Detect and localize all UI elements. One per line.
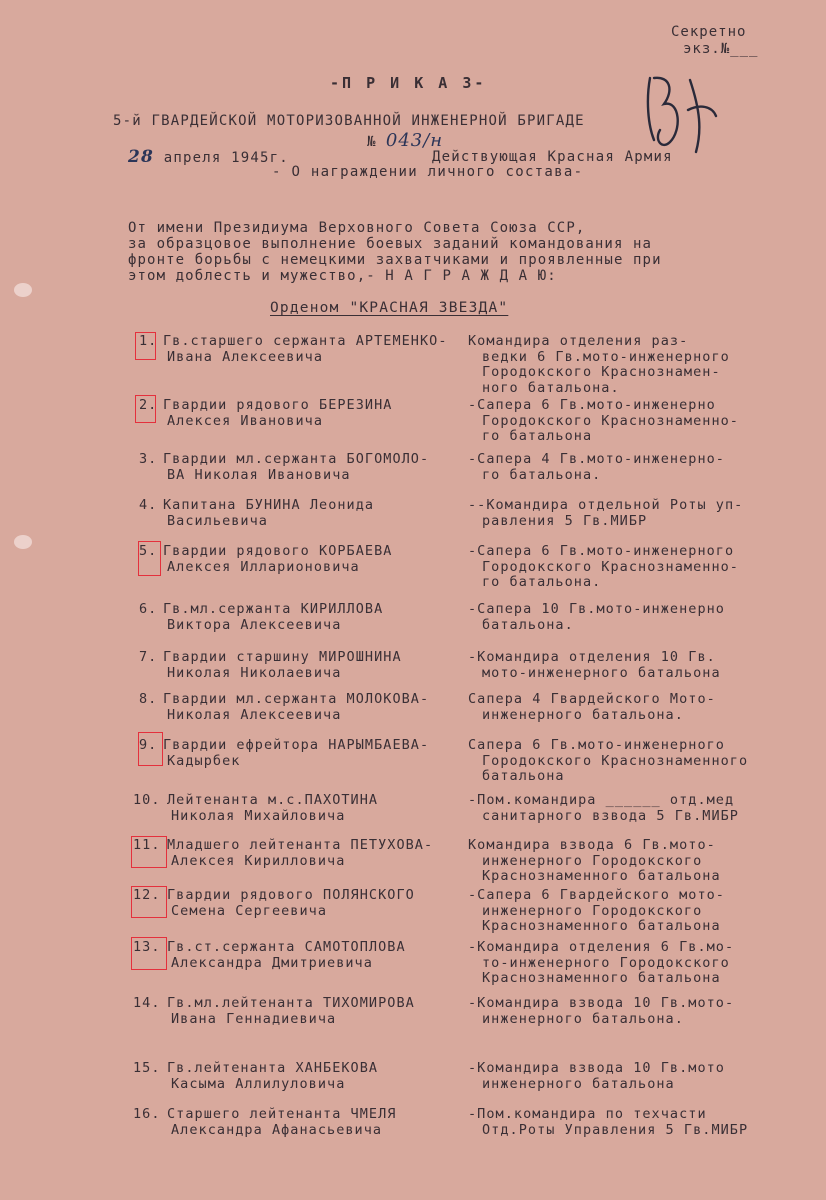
entry-duty — [468, 888, 725, 935]
entry-name-line: Гвардии мл.сержанта БОГОМОЛО- — [163, 451, 430, 467]
entry-duty — [468, 452, 725, 483]
highlight-box-9 — [138, 732, 163, 766]
entry-name-line: Гв.старшего сержанта АРТЕМЕНКО- — [163, 333, 448, 349]
entry-duty-line: -Командира взвода 10 Гв.мото- — [468, 995, 735, 1011]
entry-name-line: Гв.мл.сержанта КИРИЛЛОВА — [163, 601, 384, 617]
punch-hole — [14, 283, 32, 297]
entry-name — [167, 1107, 396, 1138]
order-subject: - О награждении личного состава- — [272, 164, 584, 180]
preamble-line: этом доблесть и мужество,- Н А Г Р А Ж Д А Ю: — [128, 268, 557, 284]
entry-name-line: Ивана Алексеевича — [167, 348, 324, 365]
highlight-box-11 — [131, 836, 167, 868]
entry-duty-line: го батальона. — [482, 574, 602, 590]
entry-duty-line: -Пом.командира ______ отд.мед — [468, 792, 735, 808]
entry-duty-line: го батальона — [482, 428, 593, 444]
entry-duty-line: -Командира отделения 6 Гв.мо- — [468, 939, 735, 955]
entry-duty-line: -Пом.командира по техчасти — [468, 1106, 707, 1122]
entry-duty-line: равления 5 Гв.МИБР — [482, 512, 648, 529]
entry-number: 15. — [133, 1060, 161, 1076]
entry-duty-line: Городокского Краснознаменно- — [482, 412, 739, 429]
document-title: -П Р И К А З- — [330, 74, 487, 92]
entry-name — [163, 498, 374, 529]
entry-name-line: Касыма Аллилуловича — [171, 1075, 346, 1092]
entry-name — [163, 602, 383, 633]
entry-name-line: Алексея Илларионовича — [167, 558, 360, 575]
order-number-prefix: № — [367, 134, 377, 150]
entry-name — [167, 1061, 378, 1092]
entry-duty-line: инженерного батальона. — [482, 706, 684, 723]
entry-number: 13. — [133, 939, 161, 955]
entry-duty-line: -Командира взвода 10 Гв.мото — [468, 1060, 725, 1076]
brigade-name: 5-й ГВАРДЕЙСКОЙ МОТОРИЗОВАННОЙ ИНЖЕНЕРНОЙ БРИГАДЕ — [113, 113, 585, 129]
entry-duty-line: Городокского Краснознаменно- — [482, 558, 739, 575]
entry-duty-line: -Командира отделения 10 Гв. — [468, 649, 716, 665]
entry-name-line: Кадырбек — [167, 752, 241, 769]
entry-duty-line: батальона. — [482, 616, 574, 633]
entry-number: 1. — [139, 333, 158, 349]
entry-number: 4. — [139, 497, 158, 513]
entry-duty — [468, 398, 739, 445]
entry-duty-line: инженерного Городокского — [482, 852, 703, 869]
entry-duty-line: Сапера 4 Гвардейского Мото- — [468, 691, 716, 707]
entry-name-line: Старшего лейтенанта ЧМЕЛЯ — [167, 1106, 397, 1122]
entry-duty — [468, 498, 743, 529]
entry-name-line: Семена Сергеевича — [171, 902, 328, 919]
entry-name-line: Капитана БУНИНА Леонида — [163, 497, 375, 513]
entry-number: 10. — [133, 792, 161, 808]
entry-duty — [468, 838, 721, 885]
secret-stamp: Секретно — [671, 24, 747, 40]
entry-duty — [468, 1107, 748, 1138]
entry-duty — [468, 738, 748, 785]
entry-name-line: ВА Николая Ивановича — [167, 466, 351, 483]
entry-name-line: Александра Афанасьевича — [171, 1121, 383, 1138]
entry-name — [167, 940, 406, 971]
entry-duty-line: Сапера 6 Гв.мото-инженерного — [468, 737, 725, 753]
entry-number: 7. — [139, 649, 158, 665]
entry-duty-line: Командира отделения раз- — [468, 333, 689, 349]
entry-duty-line: Командира взвода 6 Гв.мото- — [468, 837, 716, 853]
entry-name-line: Николая Михайловича — [171, 807, 346, 824]
entry-duty-line: Краснознаменного батальона — [482, 868, 721, 884]
entry-name-line: Алексея Кирилловича — [171, 852, 346, 869]
entry-duty — [468, 544, 739, 591]
entry-name — [163, 692, 429, 723]
entry-number: 12. — [133, 887, 161, 903]
entry-duty-line: санитарного взвода 5 Гв.МИБР — [482, 807, 739, 824]
entry-duty — [468, 793, 739, 824]
highlight-box-1 — [135, 332, 156, 360]
entry-duty-line: -Сапера 6 Гв.мото-инженерно — [468, 397, 716, 413]
entry-number: 14. — [133, 995, 161, 1011]
entry-name-line: Гв.ст.сержанта САМОТОПЛОВА — [167, 939, 406, 955]
entry-duty-line: -Сапера 6 Гв.мото-инженерного — [468, 543, 735, 559]
entry-name-line: Ивана Геннадиевича — [171, 1010, 337, 1027]
entry-name-line: Алексея Ивановича — [167, 412, 324, 429]
order-number-handwritten: 043/н — [385, 130, 444, 151]
date-day-handwritten: 28 — [128, 147, 155, 167]
preamble-line: за образцовое выполнение боевых заданий командования на — [128, 236, 653, 252]
entry-number: 9. — [139, 737, 158, 753]
entry-name — [163, 398, 392, 429]
entry-number: 6. — [139, 601, 158, 617]
entry-number: 5. — [139, 543, 158, 559]
entry-duty — [468, 1061, 725, 1092]
entry-duty-line: Краснознаменного батальона — [482, 970, 721, 986]
highlight-box-5 — [138, 541, 161, 576]
entry-name — [163, 544, 392, 575]
entry-duty-line: мото-инженерного батальона — [482, 664, 721, 681]
entry-name-line: Гвардии рядового БЕРЕЗИНА — [163, 397, 393, 413]
entry-name-line: Лейтенанта м.с.ПАХОТИНА — [167, 792, 379, 808]
entry-name-line: Николая Николаевича — [167, 664, 342, 681]
entry-name — [167, 793, 378, 824]
preamble-line: фронте борьбы с немецкими захватчиками и проявленные при — [128, 252, 662, 268]
entry-duty-line: то-инженерного Городокского — [482, 954, 730, 971]
entry-duty-line: го батальона. — [482, 466, 602, 483]
entry-duty-line: инженерного батальона — [482, 1075, 675, 1092]
preamble — [128, 220, 662, 284]
entry-name-line: Гв.мл.лейтенанта ТИХОМИРОВА — [167, 995, 415, 1011]
signature-mark — [640, 70, 722, 155]
entry-name — [163, 650, 402, 681]
entry-number: 8. — [139, 691, 158, 707]
entry-duty-line: -Сапера 10 Гв.мото-инженерно — [468, 601, 725, 617]
entry-name-line: Гвардии ефрейтора НАРЫМБАЕВА- — [163, 737, 430, 753]
entry-duty-line: инженерного батальона. — [482, 1010, 684, 1027]
entry-duty — [468, 334, 730, 396]
entry-duty-line: ведки 6 Гв.мото-инженерного — [482, 348, 730, 365]
entry-name-line: Гвардии мл.сержанта МОЛОКОВА- — [163, 691, 430, 707]
entry-duty-line: -Сапера 4 Гв.мото-инженерно- — [468, 451, 725, 467]
entry-duty — [468, 692, 716, 723]
entry-name — [163, 452, 429, 483]
entry-duty — [468, 602, 725, 633]
punch-hole — [14, 535, 32, 549]
highlight-box-2 — [135, 395, 156, 423]
entry-duty-line: Краснознаменного батальона — [482, 918, 721, 934]
entry-number: 2. — [139, 397, 158, 413]
entry-duty-line: -Сапера 6 Гвардейского мото- — [468, 887, 725, 903]
preamble-line: От имени Президиума Верховного Совета Союза ССР, — [128, 220, 586, 236]
entry-name-line: Гв.лейтенанта ХАНБЕКОВА — [167, 1060, 379, 1076]
army-label: Действующая Красная Армия — [432, 149, 673, 165]
entry-name-line: Николая Алексеевича — [167, 706, 342, 723]
entry-name-line: Гвардии рядового ПОЛЯНСКОГО — [167, 887, 415, 903]
entry-name-line: Васильевича — [167, 512, 268, 529]
award-heading: Орденом "КРАСНАЯ ЗВЕЗДА" — [270, 300, 509, 316]
entry-duty-line: батальона — [482, 768, 565, 784]
entry-name — [167, 996, 415, 1027]
entry-name — [167, 838, 433, 869]
entry-number: 16. — [133, 1106, 161, 1122]
entry-name — [163, 334, 448, 365]
entry-number: 11. — [133, 837, 161, 853]
highlight-box-13 — [131, 937, 167, 970]
entry-duty-line: Отд.Роты Управления 5 Гв.МИБР — [482, 1121, 749, 1138]
entry-duty-line: инженерного Городокского — [482, 902, 703, 919]
entry-name-line: Гвардии старшину МИРОШНИНА — [163, 649, 402, 665]
entry-name — [167, 888, 415, 919]
order-date — [128, 147, 289, 167]
entry-name-line: Александра Дмитриевича — [171, 954, 373, 971]
copy-number: экз.№___ — [683, 41, 759, 57]
entry-name-line: Гвардии рядового КОРБАЕВА — [163, 543, 393, 559]
entry-duty-line: --Командира отдельной Роты уп- — [468, 497, 744, 513]
entry-duty — [468, 940, 734, 987]
entry-name — [163, 738, 429, 769]
entry-duty-line: Городокского Краснознамен- — [482, 364, 721, 380]
entry-name-line: Виктора Алексеевича — [167, 616, 342, 633]
entry-duty-line: ного батальона. — [482, 379, 620, 396]
entry-duty-line: Городокского Краснознаменного — [482, 752, 749, 769]
entry-number: 3. — [139, 451, 158, 467]
order-number — [367, 130, 443, 151]
entry-duty — [468, 996, 734, 1027]
entry-duty — [468, 650, 721, 681]
entry-name-line: Младшего лейтенанта ПЕТУХОВА- — [167, 837, 434, 853]
date-rest: апреля 1945г. — [163, 150, 289, 166]
highlight-box-12 — [131, 886, 167, 918]
